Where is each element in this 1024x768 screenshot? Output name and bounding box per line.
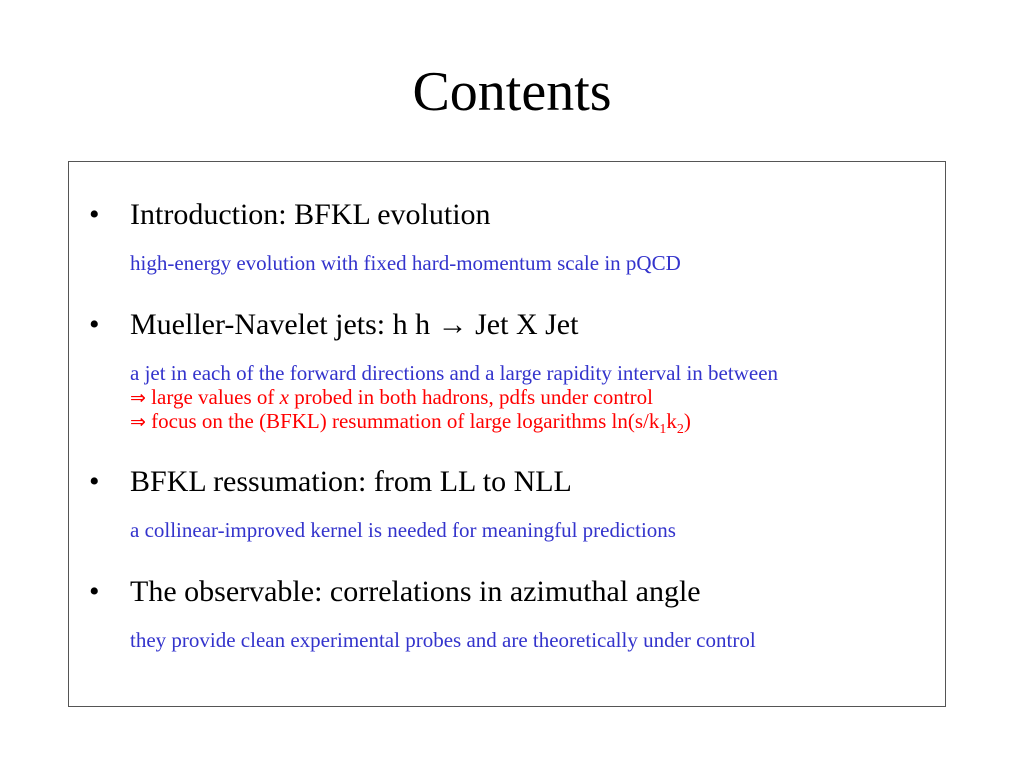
implies-arrow-icon: ⇒: [130, 387, 146, 409]
slide-title: Contents: [412, 61, 612, 123]
bullet-subtext: high-energy evolution with fixed hard-momentum scale in pQCD: [130, 251, 681, 275]
bullet-heading: The observable: correlations in azimuthal angle: [130, 575, 701, 608]
bullet-heading: BFKL ressumation: from LL to NLL: [130, 465, 572, 498]
bullet-subtext: a collinear-improved kernel is needed for meaningful predictions: [130, 518, 676, 542]
bullet-subtext: a jet in each of the forward directions and a large rapidity interval in between: [130, 361, 779, 385]
bullet-marker: •: [89, 465, 100, 498]
bullet-subtext-implication: ⇒ focus on the (BFKL) resummation of large logarithms $\ln(s/k_1k_2)$: [130, 409, 691, 438]
bullet-subtext: they provide clean experimental probes and are theoretically under control: [130, 628, 756, 652]
bullet-heading: Introduction: BFKL evolution: [130, 198, 491, 231]
bullet-marker: •: [89, 198, 100, 231]
bullet-marker: •: [89, 575, 100, 608]
contents-box: [68, 161, 946, 707]
bullet-marker: •: [89, 308, 100, 341]
bullet-subtext-implication: ⇒ large values of x probed in both hadrons, pdfs under control: [130, 385, 653, 409]
implies-arrow-icon: ⇒: [130, 411, 146, 433]
bullet-heading: Mueller-Navelet jets: h h → Jet X Jet: [130, 308, 579, 341]
